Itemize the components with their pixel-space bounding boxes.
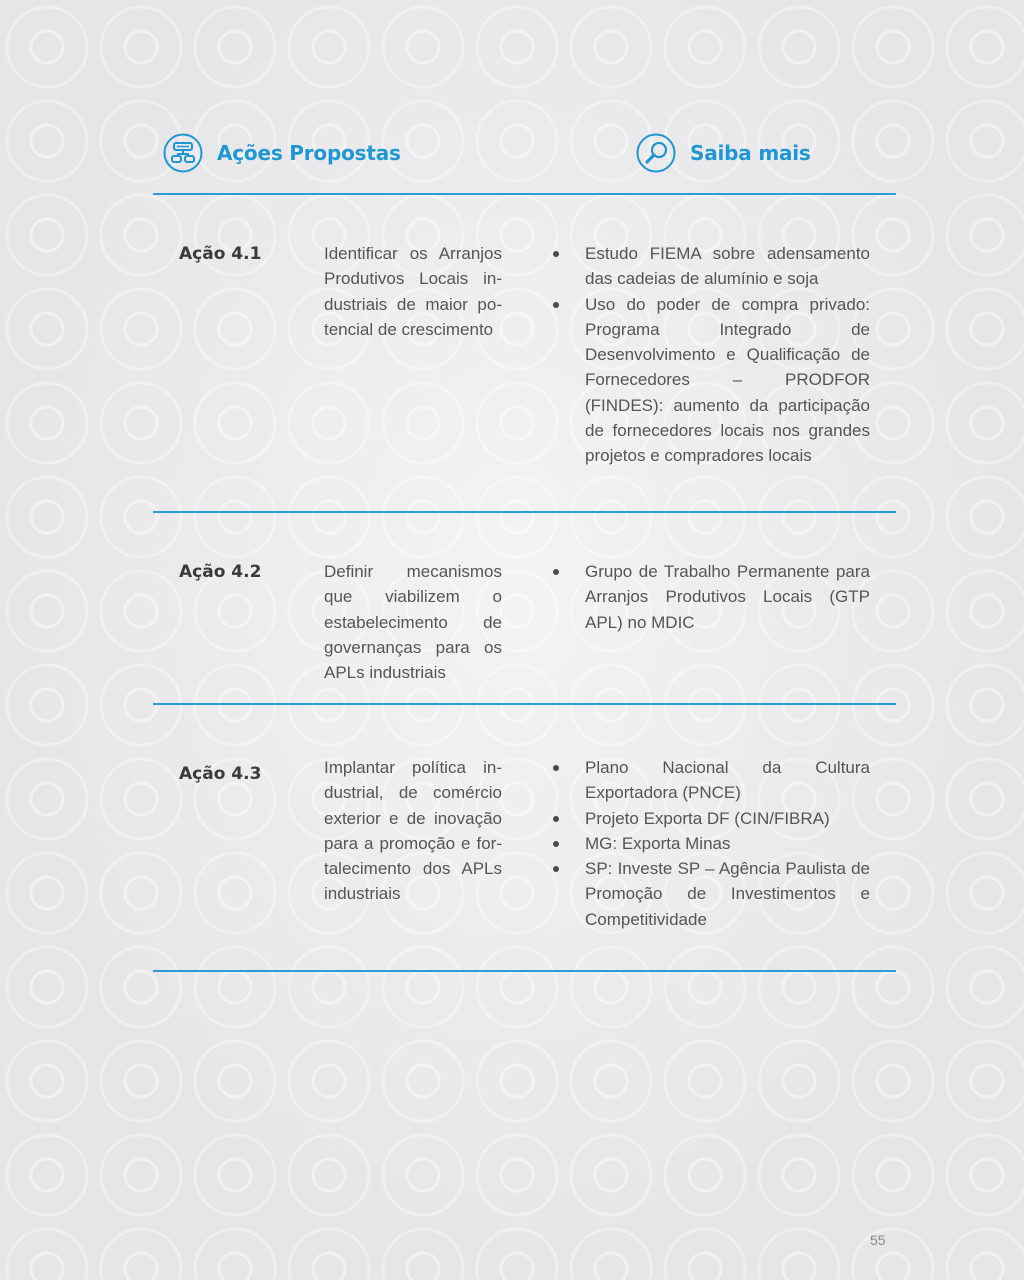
- reference-list: [546, 755, 870, 932]
- list-item: [546, 241, 870, 292]
- bullet-icon: [553, 251, 559, 257]
- bullet-icon: [553, 765, 559, 771]
- header-actions: [163, 130, 401, 176]
- action-label: Ação 4.3: [179, 764, 262, 784]
- divider: [153, 511, 896, 513]
- list-item-text: Uso do poder de compra privado: Programa Integrado de Desenvolvimento e Qualificação de Fornecedores – PRODFOR (FINDES): aumento da participação de fornecedores locais nos grandes projetos e compradores locais: [585, 294, 870, 466]
- header-title-actions: Ações Propostas: [217, 141, 401, 165]
- flowchart-icon: [163, 133, 203, 173]
- list-item: [546, 292, 870, 469]
- list-item: [546, 806, 870, 831]
- magnifier-icon: [636, 133, 676, 173]
- list-item: [546, 831, 870, 856]
- bullet-icon: [553, 816, 559, 822]
- divider: [153, 703, 896, 705]
- action-description: Identificar os Arranjos Produtivos Locais industriais de maior potencial de crescimento: [324, 244, 502, 339]
- divider: [153, 970, 896, 972]
- list-item-text: Plano Nacional da Cultura Exportadora (PNCE): [585, 758, 870, 803]
- list-item: [546, 856, 870, 932]
- bullet-icon: [553, 302, 559, 308]
- header-learn-more: [636, 130, 811, 176]
- table-header: [153, 130, 896, 194]
- bullet-icon: [553, 866, 559, 872]
- action-description: Implantar política industrial, de comércio exterior e de inovação para a promoção e fortalecimento dos APLs industriais: [324, 758, 502, 904]
- action-label: Ação 4.2: [179, 562, 262, 582]
- divider: [153, 193, 896, 195]
- list-item-text: MG: Exporta Minas: [585, 833, 731, 853]
- reference-list: [546, 559, 870, 635]
- reference-list: [546, 241, 870, 469]
- list-item-text: Grupo de Trabalho Permanente para Arranjos Produtivos Locais (GTP APL) no MDIC: [585, 562, 870, 632]
- action-label: Ação 4.1: [179, 244, 262, 264]
- list-item: [546, 559, 870, 635]
- list-item-text: Estudo FIEMA sobre adensamento das cadeias de alumínio e soja: [585, 244, 870, 289]
- page-number: 55: [870, 1232, 886, 1248]
- list-item-text: Projeto Exporta DF (CIN/FIBRA): [585, 808, 830, 828]
- bullet-icon: [553, 841, 559, 847]
- header-title-learn-more: Saiba mais: [690, 141, 811, 165]
- bullet-icon: [553, 569, 559, 575]
- list-item-text: SP: Investe SP – Agência Paulista de Promoção de Investimentos e Competitividade: [585, 859, 870, 929]
- action-description: Definir mecanismos que viabilizem o estabelecimento de governanças para os APLs industriais: [324, 562, 502, 683]
- list-item: [546, 755, 870, 806]
